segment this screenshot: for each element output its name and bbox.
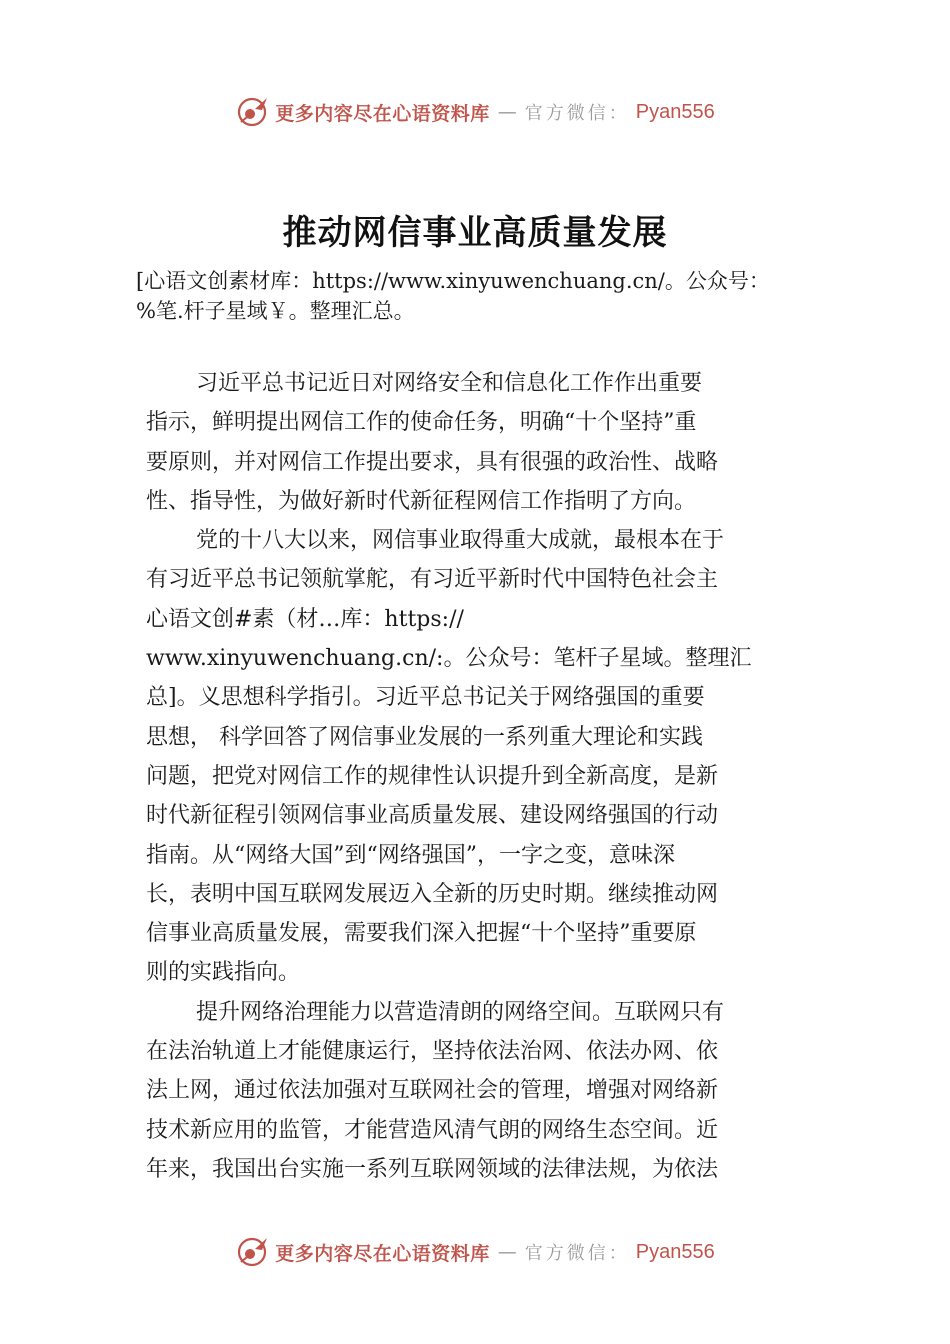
paragraph-line: 党的十八大以来，网信事业取得重大成就，最根本在于 bbox=[196, 528, 725, 554]
quill-logo-icon bbox=[235, 1235, 269, 1269]
paragraph-line: 时代新征程引领网信事业高质量发展、建设网络强国的行动 bbox=[146, 803, 719, 829]
source-line: [心语文创素材库：https://www.xinyuwenchuang.cn/。公众号： bbox=[136, 269, 770, 293]
banner-brand-text: 更多内容尽在心语资料库 bbox=[275, 1242, 490, 1265]
paragraph-line: 习近平总书记近日对网络安全和信息化工作作出重要 bbox=[196, 371, 703, 396]
banner-wechat-label: 官方微信： bbox=[524, 1243, 630, 1264]
paragraph-line: 信事业高质量发展，需要我们深入把握“十个坚持”重要原 bbox=[146, 921, 697, 947]
paragraph-line: 问题，把党对网信工作的规律性认识提升到全新高度，是新 bbox=[146, 763, 719, 789]
paragraph-line: 则的实践指向。 bbox=[146, 960, 301, 986]
header-banner bbox=[0, 92, 950, 132]
paragraph-line: 要原则，并对网信工作提出要求，具有很强的政治性、战略 bbox=[146, 449, 719, 475]
banner-wechat-id: Pyan556 bbox=[635, 1240, 715, 1263]
paragraph-line: 提升网络治理能力以营造清朗的网络空间。互联网只有 bbox=[196, 999, 725, 1025]
source-note bbox=[136, 266, 856, 326]
paragraph-line: www.xinyuwenchuang.cn/:。公众号：笔杆子星域。整理汇 bbox=[146, 646, 752, 672]
banner-dash: — bbox=[497, 101, 517, 123]
paragraph-line: 思想， 科学回答了网信事业发展的一系列重大理论和实践 bbox=[146, 724, 703, 750]
page-title: 推动网信事业高质量发展 bbox=[282, 213, 668, 253]
banner-dash: — bbox=[497, 1241, 517, 1263]
article-body bbox=[146, 364, 814, 1189]
paragraph-line: 性、指导性，为做好新时代新征程网信工作指明了方向。 bbox=[146, 488, 697, 514]
banner-wechat-label: 官方微信： bbox=[524, 103, 630, 124]
paragraph-line: 在法治轨道上才能健康运行，坚持依法治网、依法办网、依 bbox=[146, 1039, 719, 1065]
paragraph-line: 技术新应用的监管，才能营造风清气朗的网络生态空间。近 bbox=[146, 1117, 719, 1143]
paragraph-line: 法上网，通过依法加强对互联网社会的管理，增强对网络新 bbox=[146, 1078, 719, 1104]
paragraph-line: 指示，鲜明提出网信工作的使命任务，明确“十个坚持”重 bbox=[146, 410, 697, 436]
quill-logo-icon bbox=[235, 95, 269, 129]
paragraph-line: 指南。从“网络大国”到“网络强国”，一字之变，意味深 bbox=[146, 842, 675, 868]
banner-brand-text: 更多内容尽在心语资料库 bbox=[275, 102, 490, 125]
paragraph-line: 年来，我国出台实施一系列互联网领域的法律法规，为依法 bbox=[146, 1156, 719, 1182]
paragraph-line: 有习近平总书记领航掌舵，有习近平新时代中国特色社会主 bbox=[146, 567, 719, 593]
footer-banner bbox=[0, 1232, 950, 1272]
paragraph-line: 总]。义思想科学指引。习近平总书记关于网络强国的重要 bbox=[146, 685, 705, 711]
banner-wechat-id: Pyan556 bbox=[635, 100, 715, 123]
source-line: %笔.杆子星域￥。整理汇总。 bbox=[136, 299, 415, 323]
paragraph-line: 长，表明中国互联网发展迈入全新的历史时期。继续推动网 bbox=[146, 881, 719, 907]
paragraph-line: 心语文创#素（材…库：https:// bbox=[146, 606, 464, 632]
